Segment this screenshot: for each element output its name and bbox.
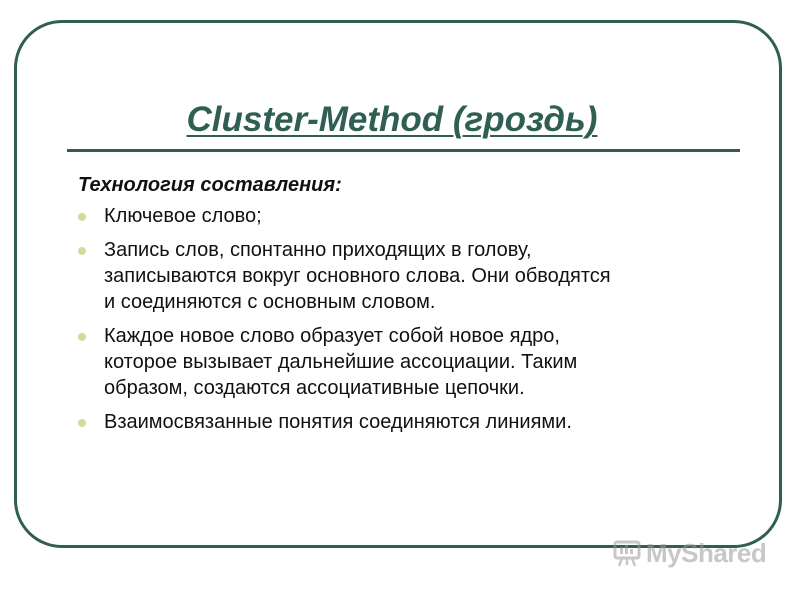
bullet-item bbox=[78, 237, 738, 315]
bullet-dot-icon bbox=[78, 419, 86, 427]
watermark-text: MyShared bbox=[646, 537, 767, 568]
presentation-board-icon bbox=[612, 538, 642, 568]
bullet-item bbox=[78, 203, 738, 229]
bullet-item bbox=[78, 409, 738, 435]
bullet-text: Ключевое слово; bbox=[104, 205, 262, 227]
bullet-text: Взаимосвязанные понятия соединяются линиями. bbox=[104, 411, 572, 433]
bullet-item bbox=[78, 323, 738, 401]
bullet-dot-icon bbox=[78, 333, 86, 341]
slide-subtitle: Технология составления: bbox=[78, 174, 342, 196]
slide-title: Cluster-Method (гроздь) bbox=[186, 100, 598, 139]
bullet-text: Каждое новое слово образует собой новое ядро, которое вызывает дальнейшие ассоциации. Таким образом, создаются ассоциативные цепочки. bbox=[104, 325, 578, 399]
bullet-list bbox=[78, 203, 738, 443]
bullet-text: Запись слов, спонтанно приходящих в голову, записываются вокруг основного слова. Они обводятся и соединяются с основным словом. bbox=[104, 239, 611, 313]
myshared-watermark[interactable] bbox=[612, 536, 766, 570]
title-underline-rule bbox=[67, 149, 740, 152]
bullet-dot-icon bbox=[78, 247, 86, 255]
bullet-dot-icon bbox=[78, 213, 86, 221]
